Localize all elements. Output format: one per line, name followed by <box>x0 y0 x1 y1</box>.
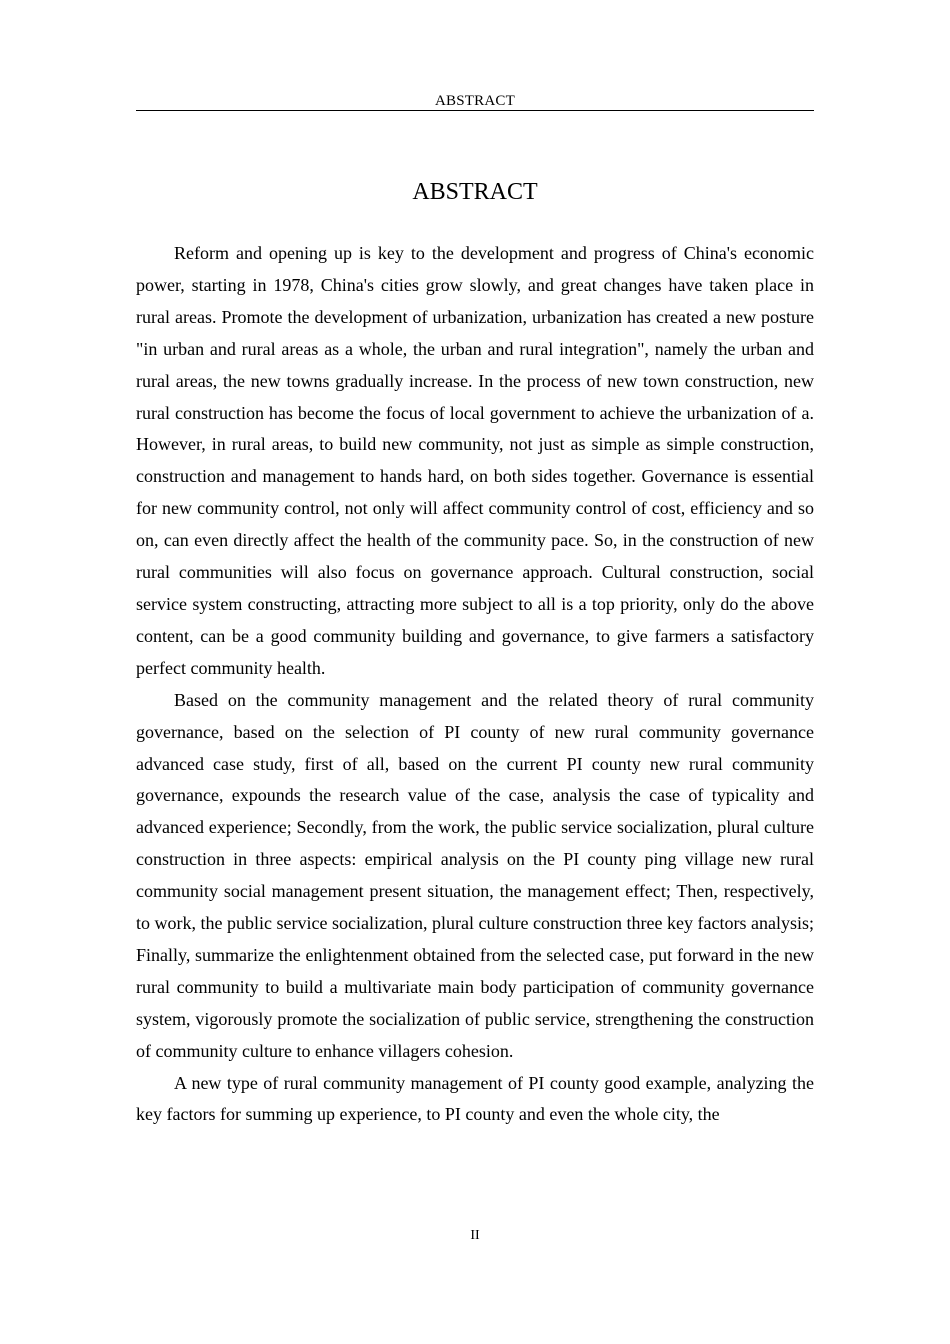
page-title: ABSTRACT <box>412 179 538 205</box>
abstract-paragraph-1: Reform and opening up is key to the development and progress of China's economic power, starting in 1978, China's cities grow slowly, and great changes have taken place in rural areas. Promote the development of urbanization, urbanization has created a new posture "in urban and rural areas as a whole, the urban and rural integration", namely the urban and rural areas, the new towns gradually increase. In the process of new town construction, new rural construction has become the focus of local government to achieve the urbanization of a. However, in rural areas, to build new community, not just as simple as simple construction, construction and management to hands hard, on both sides together. Governance is essential for new community control, not only will affect community control of cost, efficiency and so on, can even directly affect the health of the community pace. So, in the construction of new rural communities will also focus on governance approach. Cultural construction, social service system constructing, attracting more subject to all is a top priority, only do the above content, can be a good community building and governance, to give farmers a satisfactory perfect community health. <box>136 243 814 678</box>
abstract-paragraph-3: A new type of rural community management of PI county good example, analyzing the key factors for summing up experience, to PI county and even the whole city, the <box>136 1072 814 1125</box>
page-number: II <box>470 1228 480 1243</box>
header-divider <box>136 110 814 111</box>
abstract-paragraph-2: Based on the community management and the related theory of rural community governance, based on the selection of PI county of new rural community governance advanced case study, first of all, based on the current PI county new rural community governance, expounds the research value of the case, analysis the case of typicality and advanced experience; Secondly, from the work, the public service socialization, plural culture construction in three aspects: empirical analysis on the PI county ping village new rural community social management present situation, the management effect; Then, respectively, to work, the public service socialization, plural culture construction three key factors analysis; Finally, summarize the enlightenment obtained from the selected case, put forward in the new rural community to build a multivariate main body participation of community governance system, vigorously promote the socialization of public service, strengthening the construction of community culture to enhance villagers cohesion. <box>136 689 814 1061</box>
running-header: ABSTRACT <box>435 93 515 109</box>
abstract-body <box>136 238 814 1131</box>
